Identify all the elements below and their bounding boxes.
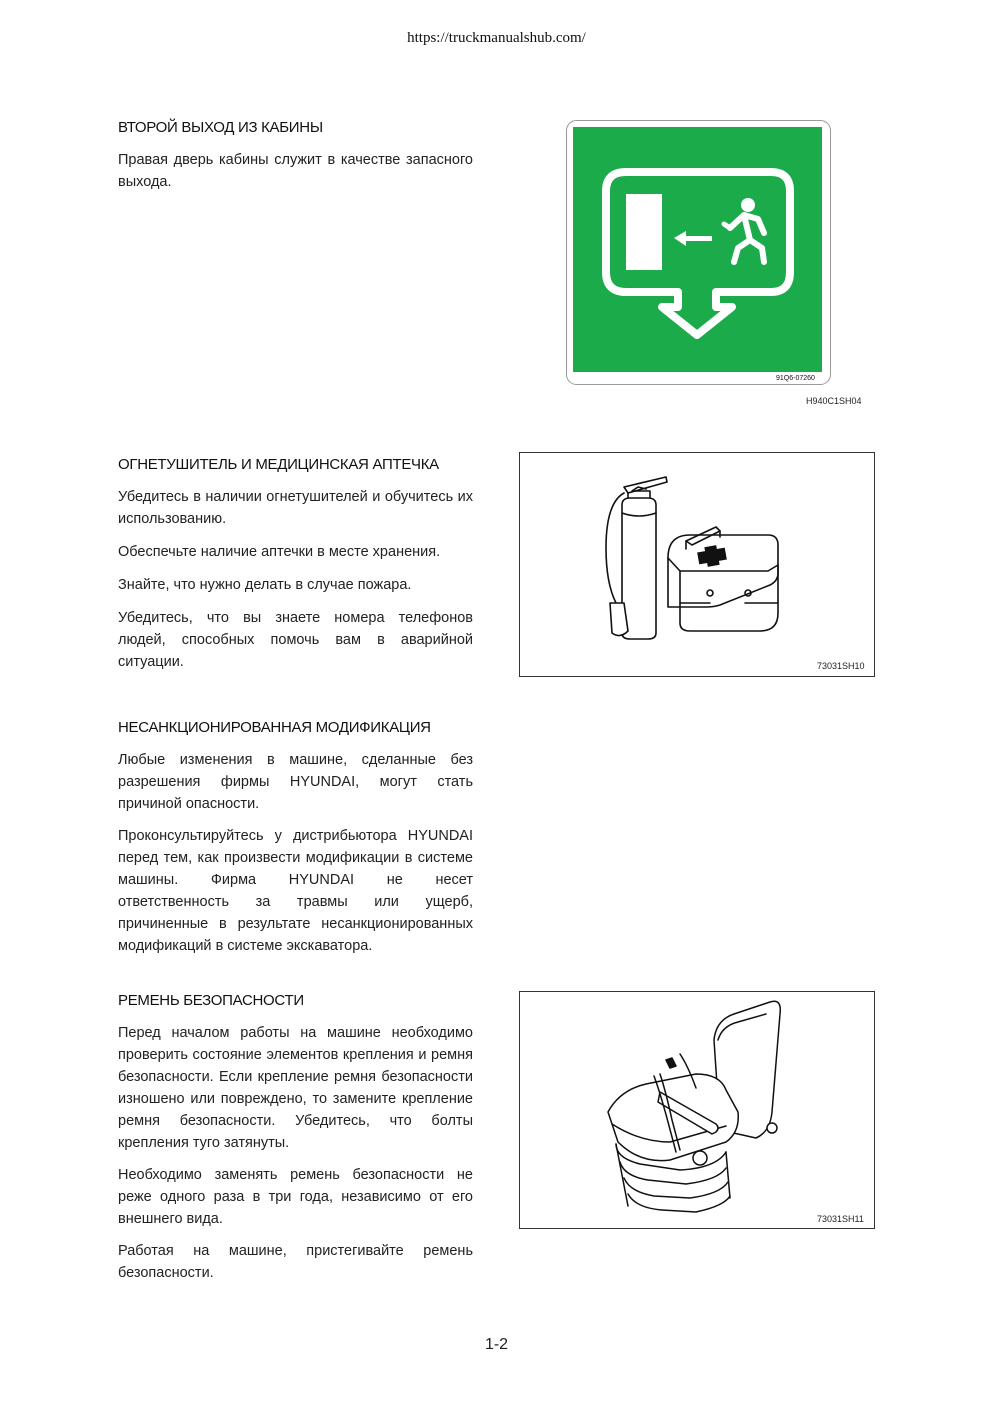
page-number: 1-2: [484, 1336, 509, 1353]
paragraph: Проконсультируйтесь у дистрибьютора HYUNDAI перед тем, как произвести модификации в системе машины. Фирма HYUNDAI не несет ответственность за травмы или ущерб, причиненные в результате несанкционированных модификаций в системе экскаватора.: [118, 828, 473, 954]
exit-sign-figure: [566, 120, 831, 385]
emergency-exit-icon: [566, 120, 831, 385]
paragraph: Любые изменения в машине, сделанные без разрешения фирмы HYUNDAI, могут стать причиной опасности.: [118, 752, 473, 812]
figure-caption: 73031SH10: [817, 661, 865, 671]
paragraph: Необходимо заменять ремень безопасности не реже одного раза в три года, независимо от его внешнего вида.: [118, 1167, 473, 1227]
extinguisher-figure: [519, 452, 875, 677]
seat-with-belt-icon: [520, 992, 874, 1228]
paragraph: Работая на машине, пристегивайте ремень безопасности.: [118, 1243, 473, 1281]
seatbelt-figure: [519, 991, 875, 1229]
figure-caption: 73031SH11: [817, 1214, 864, 1224]
header-url[interactable]: https://truckmanualshub.com/: [407, 30, 586, 46]
paragraph: Правая дверь кабины служит в качестве запасного выхода.: [118, 152, 473, 190]
paragraph: Убедитесь в наличии огнетушителей и обучитесь их использованию.: [118, 489, 473, 527]
paragraph: Обеспечьте наличие аптечки в месте хранения.: [118, 544, 441, 560]
section-title-extinguisher: ОГНЕТУШИТЕЛЬ И МЕДИЦИНСКАЯ АПТЕЧКА: [118, 456, 439, 473]
section-title-modification: НЕСАНКЦИОНИРОВАННАЯ МОДИФИКАЦИЯ: [118, 719, 431, 736]
fire-extinguisher-and-first-aid-kit-icon: [520, 453, 874, 676]
sign-code: 91Q6-07260: [776, 375, 815, 382]
paragraph: Убедитесь, что вы знаете номера телефонов людей, способных помочь вам в аварийной ситуации.: [118, 610, 473, 670]
section-title-seatbelt: РЕМЕНЬ БЕЗОПАСНОСТИ: [118, 992, 304, 1009]
paragraph: Перед началом работы на машине необходимо проверить состояние элементов крепления и ремня безопасности. Если крепление ремня безопасности изношено или повреждено, то замените крепление ремня безопасности. Убедитесь, что болты крепления туго затянуты.: [118, 1025, 473, 1151]
figure-caption: H940C1SH04: [806, 396, 862, 406]
section-title-second-exit: ВТОРОЙ ВЫХОД ИЗ КАБИНЫ: [118, 119, 323, 136]
paragraph: Знайте, что нужно делать в случае пожара.: [118, 577, 412, 593]
